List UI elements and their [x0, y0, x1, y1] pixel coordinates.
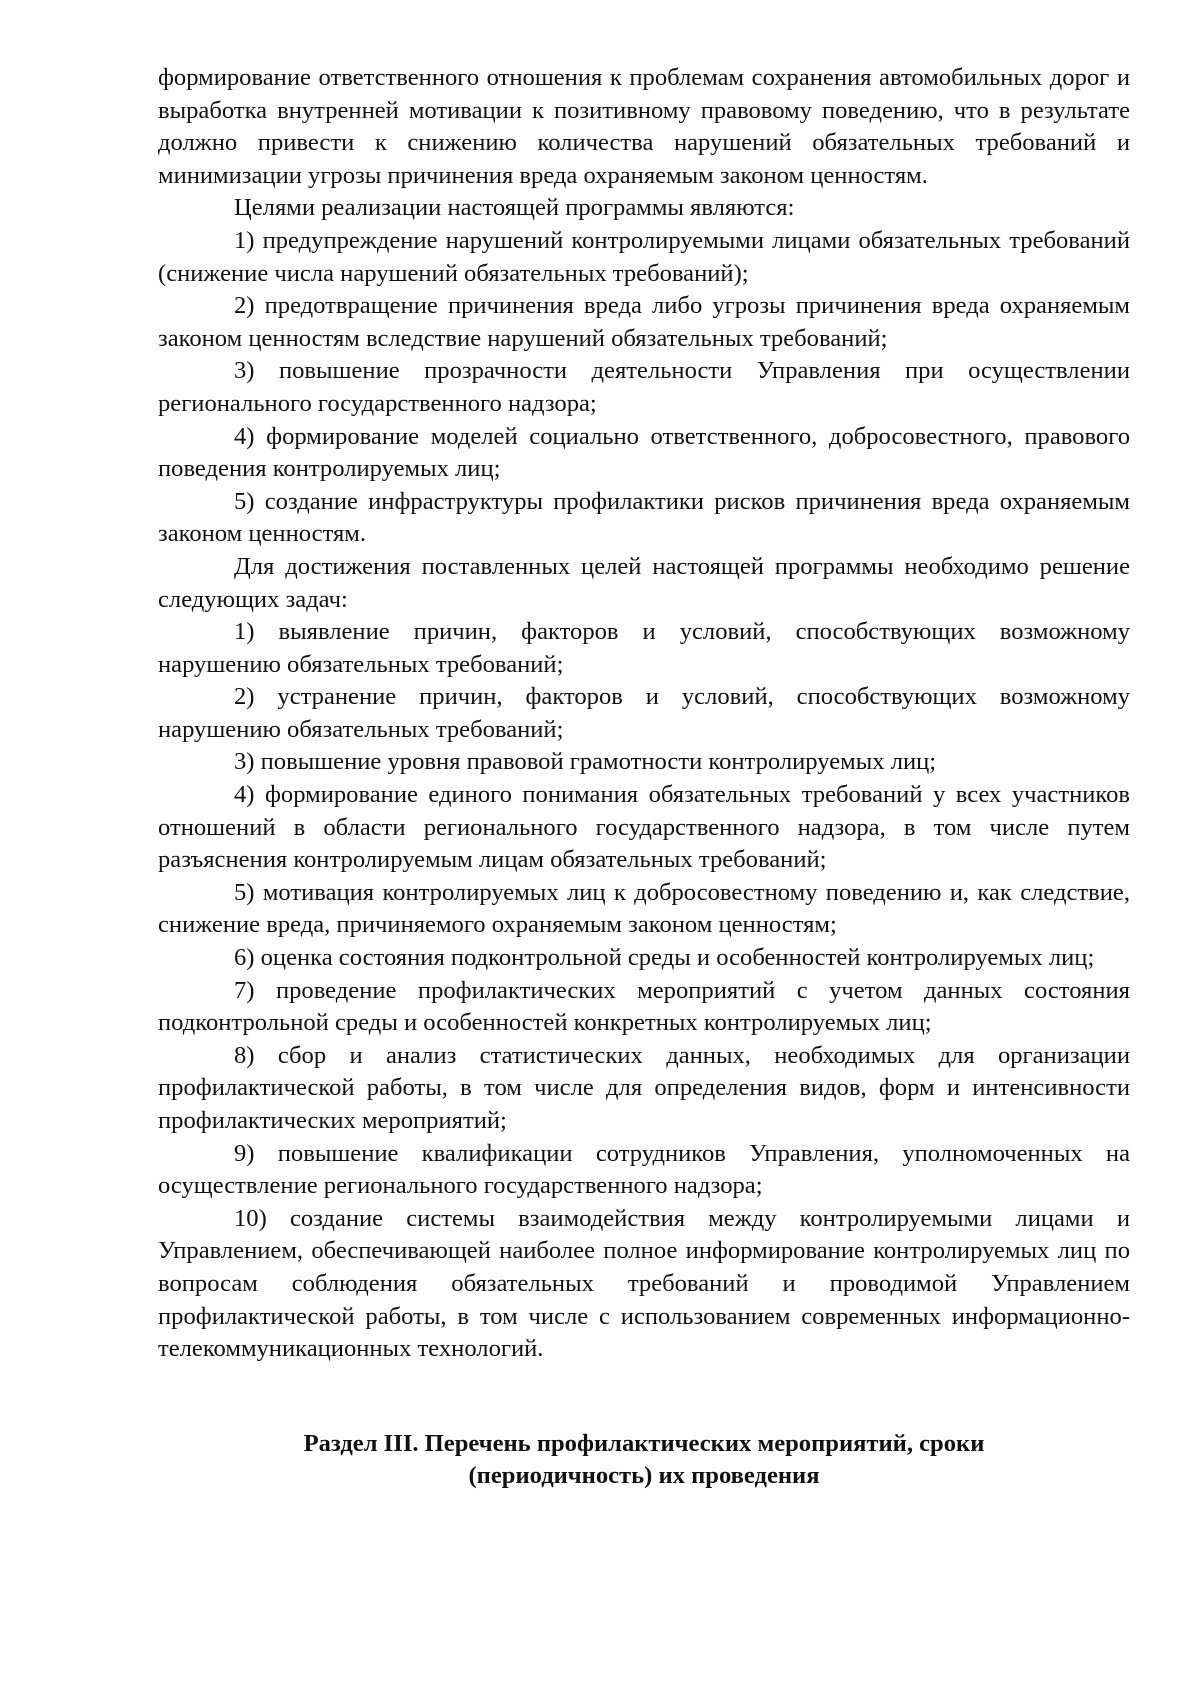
task-item-2: 2) устранение причин, факторов и условий, способствующих возможному нарушению обязательных требований;: [158, 683, 1130, 743]
task-item-5: 5) мотивация контролируемых лиц к добросовестному поведению и, как следствие, снижение вреда, причиняемого охраняемым законом ценностям;: [158, 878, 1130, 939]
goal-item-1: 1) предупреждение нарушений контролируемыми лицами обязательных требований (снижение числа нарушений обязательных требований);: [158, 226, 1130, 287]
goal-item-2: 2) предотвращение причинения вреда либо угрозы причинения вреда охраняемым законом ценностям вследствие нарушений обязательных требований;: [158, 292, 1130, 352]
task-item-9: 9) повышение квалификации сотрудников Управления, уполномоченных на осуществление регионального государственного надзора;: [158, 1139, 1130, 1200]
goal-item-5: 5) создание инфраструктуры профилактики рисков причинения вреда охраняемым законом ценностям.: [158, 487, 1130, 548]
section-heading-line-2: (периодичность) их проведения: [468, 1462, 820, 1490]
task-item-6: 6) оценка состояния подконтрольной среды и особенностей контролируемых лиц;: [234, 944, 1095, 972]
task-item-10: 10) создание системы взаимодействия между контролируемыми лицами и Управлением, обеспечивающей наиболее полное информирование контролируемых лиц по вопросам соблюдения обязательных требований и проводимой Управлением профилактической работы, в том числе с использованием современных информационно-телекоммуникационных технологий.: [158, 1204, 1130, 1363]
section-heading: [158, 1428, 1130, 1493]
paragraph-intro-continuation: формирование ответственного отношения к проблемам сохранения автомобильных дорог и выработка внутренней мотивации к позитивному правовому поведению, что в результате должно привести к снижению количества нарушений обязательных требований и минимизации угрозы причинения вреда охраняемым законом ценностям.: [158, 64, 1130, 189]
task-item-4: 4) формирование единого понимания обязательных требований у всех участников отношений в области регионального государственного надзора, в том числе путем разъяснения контролируемым лицам обязательных требований;: [158, 781, 1130, 874]
goal-item-3: 3) повышение прозрачности деятельности Управления при осуществлении регионального государственного надзора;: [158, 357, 1130, 417]
section-heading-line-1: Раздел III. Перечень профилактических мероприятий, сроки: [303, 1429, 985, 1457]
task-item-7: 7) проведение профилактических мероприятий с учетом данных состояния подконтрольной среды и особенностей конкретных контролируемых лиц;: [158, 976, 1130, 1037]
task-item-3: 3) повышение уровня правовой грамотности контролируемых лиц;: [234, 748, 937, 776]
goals-intro: Целями реализации настоящей программы являются:: [234, 194, 795, 222]
task-item-1: 1) выявление причин, факторов и условий, способствующих возможному нарушению обязательных требований;: [158, 618, 1130, 678]
task-item-8: 8) сбор и анализ статистических данных, необходимых для организации профилактической работы, в том числе для определения видов, форм и интенсивности профилактических мероприятий;: [158, 1041, 1130, 1134]
tasks-intro: Для достижения поставленных целей настоящей программы необходимо решение следующих задач:: [158, 552, 1130, 613]
goal-item-4: 4) формирование моделей социально ответственного, добросовестного, правового поведения контролируемых лиц;: [158, 422, 1130, 483]
